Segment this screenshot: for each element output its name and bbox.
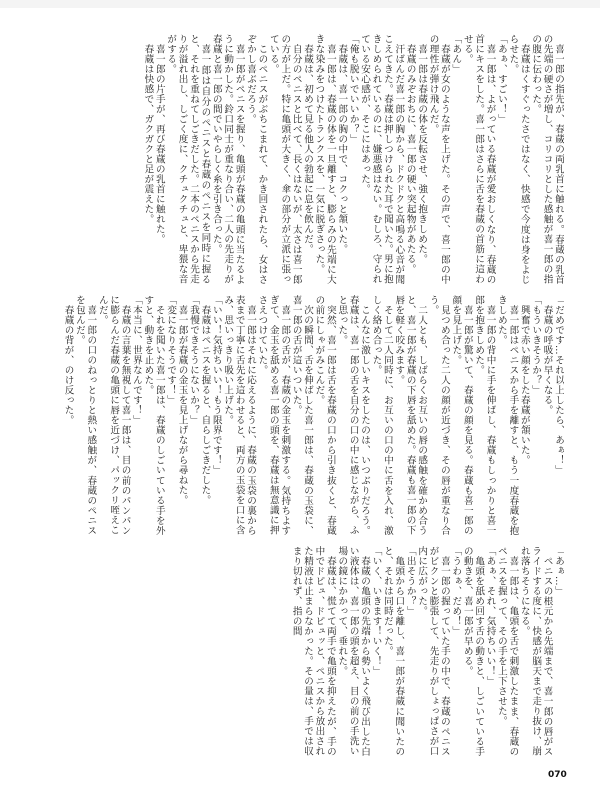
- body-paragraph: 二人とも、しばらくお互いの唇の感触を確かめ合うと、喜一郎が春蔵の下唇を舐めた。春蔵も喜一郎の下唇を軽く咬みます。: [393, 295, 428, 535]
- body-paragraph: 喜一郎の握っていた手の中で、春蔵のペニスがビクンと膨張して、先走りがしょっぱさが口内に広がった。: [416, 546, 450, 756]
- body-paragraph: 春蔵が女のような声を上げた。その声で、喜一郎の中の理性が弾け飛んだ。: [427, 34, 450, 284]
- page-number: 070: [548, 770, 567, 780]
- dialogue-line: 「うわぁ、だめ！」: [450, 546, 462, 636]
- body-paragraph: 喜一郎の背中に手を伸ばし、春蔵もしっかりと喜一郎を抱きしめた。: [473, 295, 496, 535]
- dialogue-line: 「あぁ、すごい！」: [495, 34, 507, 124]
- body-paragraph: 春蔵のみぞおちに、喜一郎の硬い突起物があたる。: [404, 43, 416, 274]
- dialogue-line: 「いく、いきます！いく！」: [370, 546, 382, 676]
- body-paragraph: 喜一郎は、春蔵の体を一旦離すと、膨らみの先端に大きな染みをつけたトランクスを、一気に脱ぎさった。: [313, 34, 336, 284]
- body-paragraph: 自分のペニスと比べて、長くはないが、太さは喜一郎の方が上だ。特に亀頭が大きく、傘の部分が立派に張っている。: [267, 34, 302, 284]
- body-paragraph: 亀頭を舐め回す舌の動きと、しごいている手の動きを、喜一郎が早める。: [461, 546, 485, 756]
- body-paragraph: 喜一郎がペニスを握り、亀頭が春蔵の亀頭に当たるように動かした。鈴口同士が重なり合い、二人の先走りが春蔵と喜一郎の間でいやらしく糸を引き合った。: [210, 34, 245, 284]
- body-paragraph: 春蔵は快感で、ガクガクと足が震えた。: [142, 43, 154, 224]
- body-paragraph: 喜一郎は、よがっている春蔵が愛おしくなり、春蔵の首にキスをした。喜一郎はさらに舌を春蔵の首筋に這わせる。: [461, 34, 496, 284]
- dialogue-line: 「本当に、世界なんです！」: [130, 295, 142, 425]
- dialogue-line: 「あん」: [450, 34, 462, 74]
- body-paragraph: 喜一郎はペニスから手を離すと、もう一度春蔵を抱きしめた。: [495, 295, 519, 535]
- body-paragraph: 春蔵は、喜一郎の胸の中で、コクっと頷いた。: [336, 43, 348, 254]
- text-block-middle: [34, 295, 564, 535]
- body-paragraph: 春蔵の言葉を無視して喜一郎は、目の前のパンパンに膨らんだ春蔵の亀頭に唇を近づけ、パックリ咥えこんだ。: [96, 295, 131, 535]
- body-paragraph: 喜一郎の片手が、再び春蔵の乳首に触れた。: [153, 43, 165, 244]
- body-paragraph: 春蔵の背が、のけ反った。: [62, 304, 74, 425]
- dialogue-line: 「出そうか？」: [404, 546, 416, 616]
- body-paragraph: 春蔵の呼吸が早くなる。: [541, 304, 553, 415]
- body-paragraph: 喜一郎の口のねっとりと熱い感触が、春蔵のペニスを包んだ。: [73, 295, 97, 535]
- body-paragraph: 興奮で赤い顔をした春蔵が頷いた。: [518, 304, 530, 465]
- body-paragraph: 喜一郎の指先が、春蔵の両乳首に触れる。春蔵の乳首の先端の硬さが増し、コリコリとした感触が喜一郎の指の腹に伝わった。: [530, 34, 564, 284]
- body-paragraph: 春蔵は、慌てて両手で亀頭を抑えたが、手の中でドピュ、ドピュッと、ペニスから放出された精液は止まらなかった。その量は、手では収まり切れず、指の間: [290, 546, 336, 756]
- body-paragraph: 喜一郎が驚いて、春蔵の顔を見る。春蔵も喜一郎の顔を見上げた。: [450, 295, 473, 535]
- page-top-edge: [0, 0, 600, 8]
- body-paragraph: 春蔵はくすぐったさではなく、快感で今度は身をよじらせた。: [507, 34, 530, 284]
- body-paragraph: 春蔵の亀頭の先端から勢いよく飛び出した白い液体は、喜一郎の頭を超え、目の前の手洗い場の鏡にかかって、垂れた。: [336, 546, 371, 756]
- body-paragraph: こんなに激しいキスをしたのは、いつぶりだろう。春蔵は、喜一郎の舌を自分の口の中に感じながら、ふと思った。: [336, 295, 371, 535]
- body-paragraph: 春蔵は、初めて見る他人の勃起に息を飲んだ。: [302, 43, 314, 254]
- body-paragraph: 喜一郎は、亀頭を舌で刺激したまま、春蔵のペニスを握って、その手を上下させた。: [495, 546, 519, 756]
- body-paragraph: ペニスの根元から先端まで、喜一郎の唇がスライドする度に、快感が脳天まで走り抜け、崩れ落ちそうになる。: [518, 546, 553, 756]
- dialogue-line: 「我慢できそうにないか？」: [188, 295, 199, 425]
- body-paragraph: 喜一郎は自分のペニスと春蔵のペニスを同時に握ると、それを重ねてしごきだした。二本のペニスから先走りが溢れ出し、しごく度に、クチュクチュと、卑猥な音がする。: [165, 34, 211, 284]
- body-paragraph: 喜一郎の舌が、春蔵の金玉を刺激する。気持ちよすぎて、金玉を舐める喜一郎の頭を、春蔵は無意識に押さえつけていた。: [256, 295, 291, 535]
- dialogue-line: 「あぁ、それ、気持ちいい！」: [484, 546, 496, 686]
- body-paragraph: 喜一郎はそれに応えるように、春蔵の玉袋の裏から表まで丁寧に舌先を這わせると、両方の玉袋を口に含み、思いっきり吸い上げた。: [222, 295, 257, 535]
- body-paragraph: 喜一郎は春蔵の体を反転させ、強く抱きしめた。: [416, 43, 428, 264]
- body-paragraph: 春蔵はペニスを握ると、自らしごきだした。: [199, 304, 211, 505]
- body-paragraph: 見つめ合った二人の顔が近づき、その唇が重なり合う。: [427, 295, 450, 535]
- dialogue-line: 「あぁ…」: [553, 546, 564, 596]
- body-paragraph: 亀頭から口を離し、喜一郎が春蔵に聞いたのと、それは同時だった。: [381, 546, 405, 756]
- text-block-bottom: [34, 546, 564, 756]
- dialogue-line: 「いい！気持ちいい！もう限界です！」: [210, 295, 222, 475]
- dialogue-line: 「変になりそうです！」: [165, 295, 177, 405]
- text-block-top: [34, 34, 564, 284]
- dialogue-line: 「だめです…それ以上したら、あぁ！」: [553, 295, 564, 475]
- body-paragraph: 汗ばんだ喜一郎の胸から、ドクドクと高鳴る心音が聞こえてきた。春蔵は押しつけられた耳で聞いた。男に抱きしめられているのに、嫌悪感はない。むしろ、守られている安心感が、そこにはあった。: [359, 34, 405, 284]
- body-paragraph: 次の瞬間、舌を伸ばした喜一郎は、春蔵の玉袋に、喜一郎の舌が這いついた。: [290, 295, 314, 535]
- body-paragraph: 喜一郎が春蔵の金玉を見上げながら尋ねた。: [176, 304, 188, 505]
- body-paragraph: それを聞いた喜一郎は、春蔵のしごいている手を外すと、動きを止めた。: [142, 295, 165, 535]
- body-paragraph: そして二人同時に、お互いの口の中に舌を入れ、激しく絡め合った。: [370, 295, 393, 535]
- dialogue-line: 「俺も脱いでいいか？」: [347, 34, 359, 144]
- dialogue-line: 「もういきそうか？」: [530, 295, 542, 395]
- body-paragraph: このペニスがぶちこまれて、かき回されたら、女はさぞかし喜ぶだろう。: [245, 34, 268, 284]
- body-paragraph: 突然、喜一郎は舌を春蔵の口から引き抜くと、春蔵の前にしゃがみこんだ。: [313, 295, 336, 535]
